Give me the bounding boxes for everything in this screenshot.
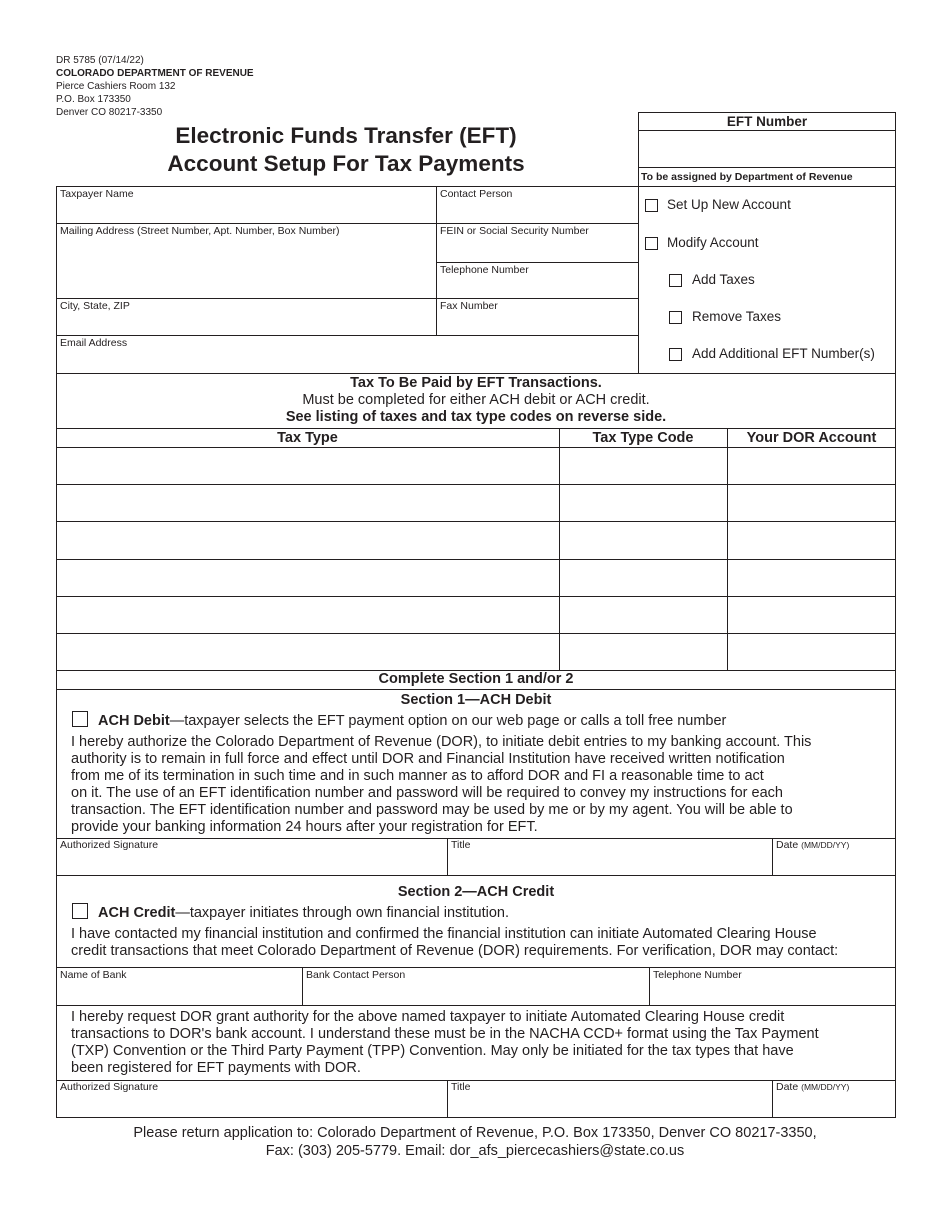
city-state-zip-input[interactable]: [60, 314, 434, 334]
section1-paragraph-line: transaction. The EFT identification number and password may be used by me or by my agent. You will be able to: [71, 802, 793, 818]
tax-type-input[interactable]: [60, 601, 559, 631]
footer-return-address: Please return application to: Colorado Department of Revenue, P.O. Box 173350, Denver CO 80217-3350,: [133, 1125, 817, 1141]
section1-paragraph-line: from me of its termination in such time and in such manner as to afford DOR and FI a reasonable time to act: [71, 768, 764, 784]
ach-debit-option: [98, 713, 726, 730]
agency-name: COLORADO DEPARTMENT OF REVENUE: [56, 68, 254, 79]
agency-po-box: P.O. Box 173350: [56, 94, 131, 105]
ach-credit-description: —taxpayer initiates through own financial institution.: [175, 905, 510, 921]
section2-paragraph-line: credit transactions that meet Colorado Department of Revenue (DOR) requirements. For verification, DOR may contact:: [71, 943, 839, 959]
tax-type-input[interactable]: [60, 564, 559, 594]
ach-debit-checkbox[interactable]: [72, 711, 88, 727]
tax-type-input[interactable]: [60, 526, 559, 557]
section2-date-label: Date (MM/DD/YY): [776, 1081, 850, 1093]
section2-request-line: transactions to DOR's bank account. I understand these must be in the NACHA CCD+ format using the Tax Payment: [71, 1026, 819, 1042]
eft-assigned-note: To be assigned by Department of Revenue: [641, 171, 853, 183]
set-up-new-account-checkbox[interactable]: [645, 199, 658, 212]
section1-paragraph-line: authority is to remain in full force and effect until DOR and Financial Institution have received written notification: [71, 751, 785, 767]
fax-label: Fax Number: [440, 300, 498, 312]
section2-title-label: Title: [451, 1081, 471, 1093]
tax-type-input[interactable]: [60, 452, 559, 482]
ach-credit-checkbox[interactable]: [72, 903, 88, 919]
fax-input[interactable]: [440, 314, 638, 334]
modify-account-label: Modify Account: [667, 235, 759, 250]
section2-date-input[interactable]: [776, 1095, 896, 1116]
section2-heading: Section 2—ACH Credit: [397, 884, 555, 900]
section1-paragraph-line: on it. The use of an EFT identification number and password will be required to convey my instructions for each: [71, 785, 783, 801]
taxpayer-name-input[interactable]: [60, 202, 434, 222]
section1-paragraph-line: I hereby authorize the Colorado Department of Revenue (DOR), to initiate debit entries to my banking account. This: [71, 734, 812, 750]
section1-date-label: Date (MM/DD/YY): [776, 839, 850, 851]
tax-type-code-input[interactable]: [563, 638, 727, 668]
dor-account-input[interactable]: [731, 638, 896, 668]
mailing-address-label: Mailing Address (Street Number, Apt. Number, Box Number): [60, 225, 340, 237]
footer-contact: Fax: (303) 205-5779. Email: dor_afs_piercecashiers@state.co.us: [265, 1143, 685, 1159]
bank-name-label: Name of Bank: [60, 969, 127, 981]
telephone-input[interactable]: [440, 278, 638, 298]
tax-type-code-input[interactable]: [563, 452, 727, 482]
tax-type-code-input[interactable]: [563, 489, 727, 519]
tax-section-note: Must be completed for either ACH debit or ACH credit.: [302, 392, 650, 408]
bank-contact-label: Bank Contact Person: [306, 969, 406, 981]
ach-credit-option: [98, 905, 509, 922]
modify-account-checkbox[interactable]: [645, 237, 658, 250]
dor-account-input[interactable]: [731, 564, 896, 594]
section2-request-line: I hereby request DOR grant authority for the above named taxpayer to initiate Automated Clearing House credit: [71, 1009, 785, 1025]
city-state-zip-label: City, State, ZIP: [60, 300, 130, 312]
dor-account-input[interactable]: [731, 526, 896, 557]
contact-person-input[interactable]: [440, 202, 638, 222]
dor-account-input[interactable]: [731, 601, 896, 631]
section1-signature-label: Authorized Signature: [60, 839, 159, 851]
ach-debit-description: —taxpayer selects the EFT payment option on our web page or calls a toll free number: [169, 713, 727, 729]
fein-label: FEIN or Social Security Number: [440, 225, 589, 237]
tax-section-heading: Tax To Be Paid by EFT Transactions.: [350, 375, 602, 391]
tax-type-code-input[interactable]: [563, 564, 727, 594]
dor-account-input[interactable]: [731, 489, 896, 519]
tax-type-input[interactable]: [60, 489, 559, 519]
section1-paragraph-line: provide your banking information 24 hours after your registration for EFT.: [71, 819, 538, 835]
tax-type-code-input[interactable]: [563, 601, 727, 631]
eft-number-label: EFT Number: [726, 114, 808, 129]
section2-request-line: (TXP) Convention or the Third Party Payment (TPP) Convention. May only be initiated for the tax types that have: [71, 1043, 794, 1059]
bank-phone-input[interactable]: [653, 983, 896, 1004]
eft-number-input[interactable]: [642, 133, 896, 165]
fein-input[interactable]: [440, 239, 638, 261]
bank-name-input[interactable]: [60, 983, 302, 1004]
bank-phone-label: Telephone Number: [653, 969, 742, 981]
agency-city: Denver CO 80217-3350: [56, 107, 163, 118]
set-up-new-account-label: Set Up New Account: [667, 197, 791, 212]
dor-account-input[interactable]: [731, 452, 896, 482]
col-tax-type: Tax Type: [277, 430, 338, 446]
add-eft-number-label: Add Additional EFT Number(s): [692, 346, 875, 361]
section1-signature-input[interactable]: [60, 853, 447, 874]
add-taxes-label: Add Taxes: [692, 272, 755, 287]
taxpayer-name-label: Taxpayer Name: [60, 188, 134, 200]
form-title-line2: Account Setup For Tax Payments: [167, 151, 525, 176]
tax-section-reverse-note: See listing of taxes and tax type codes on reverse side.: [285, 409, 667, 425]
bank-contact-input[interactable]: [306, 983, 649, 1004]
remove-taxes-label: Remove Taxes: [692, 309, 782, 324]
section2-signature-input[interactable]: [60, 1095, 447, 1116]
add-eft-number-checkbox[interactable]: [669, 348, 682, 361]
section2-signature-label: Authorized Signature: [60, 1081, 159, 1093]
section1-date-input[interactable]: [776, 853, 896, 874]
section1-title-input[interactable]: [451, 853, 772, 874]
section2-request-line: been registered for EFT payments with DOR.: [71, 1060, 361, 1076]
section1-heading: Section 1—ACH Debit: [400, 692, 552, 708]
ach-credit-label: ACH Credit: [98, 905, 176, 921]
agency-room: Pierce Cashiers Room 132: [56, 81, 176, 92]
complete-section-note: Complete Section 1 and/or 2: [378, 671, 574, 687]
telephone-label: Telephone Number: [440, 264, 529, 276]
tax-type-code-input[interactable]: [563, 526, 727, 557]
form-number: DR 5785 (07/14/22): [56, 55, 144, 66]
col-tax-type-code: Tax Type Code: [592, 430, 694, 446]
contact-person-label: Contact Person: [440, 188, 513, 200]
email-input[interactable]: [60, 351, 638, 371]
section2-paragraph-line: I have contacted my financial institution and confirmed the financial institution can initiate Automated Clearing House: [71, 926, 817, 942]
section1-title-label: Title: [451, 839, 471, 851]
col-dor-account: Your DOR Account: [746, 430, 877, 446]
section2-title-input[interactable]: [451, 1095, 772, 1116]
mailing-address-input[interactable]: [60, 245, 434, 287]
remove-taxes-checkbox[interactable]: [669, 311, 682, 324]
tax-type-input[interactable]: [60, 638, 559, 668]
form-title-line1: Electronic Funds Transfer (EFT): [175, 123, 517, 148]
add-taxes-checkbox[interactable]: [669, 274, 682, 287]
email-label: Email Address: [60, 337, 128, 349]
ach-debit-label: ACH Debit: [98, 713, 170, 729]
